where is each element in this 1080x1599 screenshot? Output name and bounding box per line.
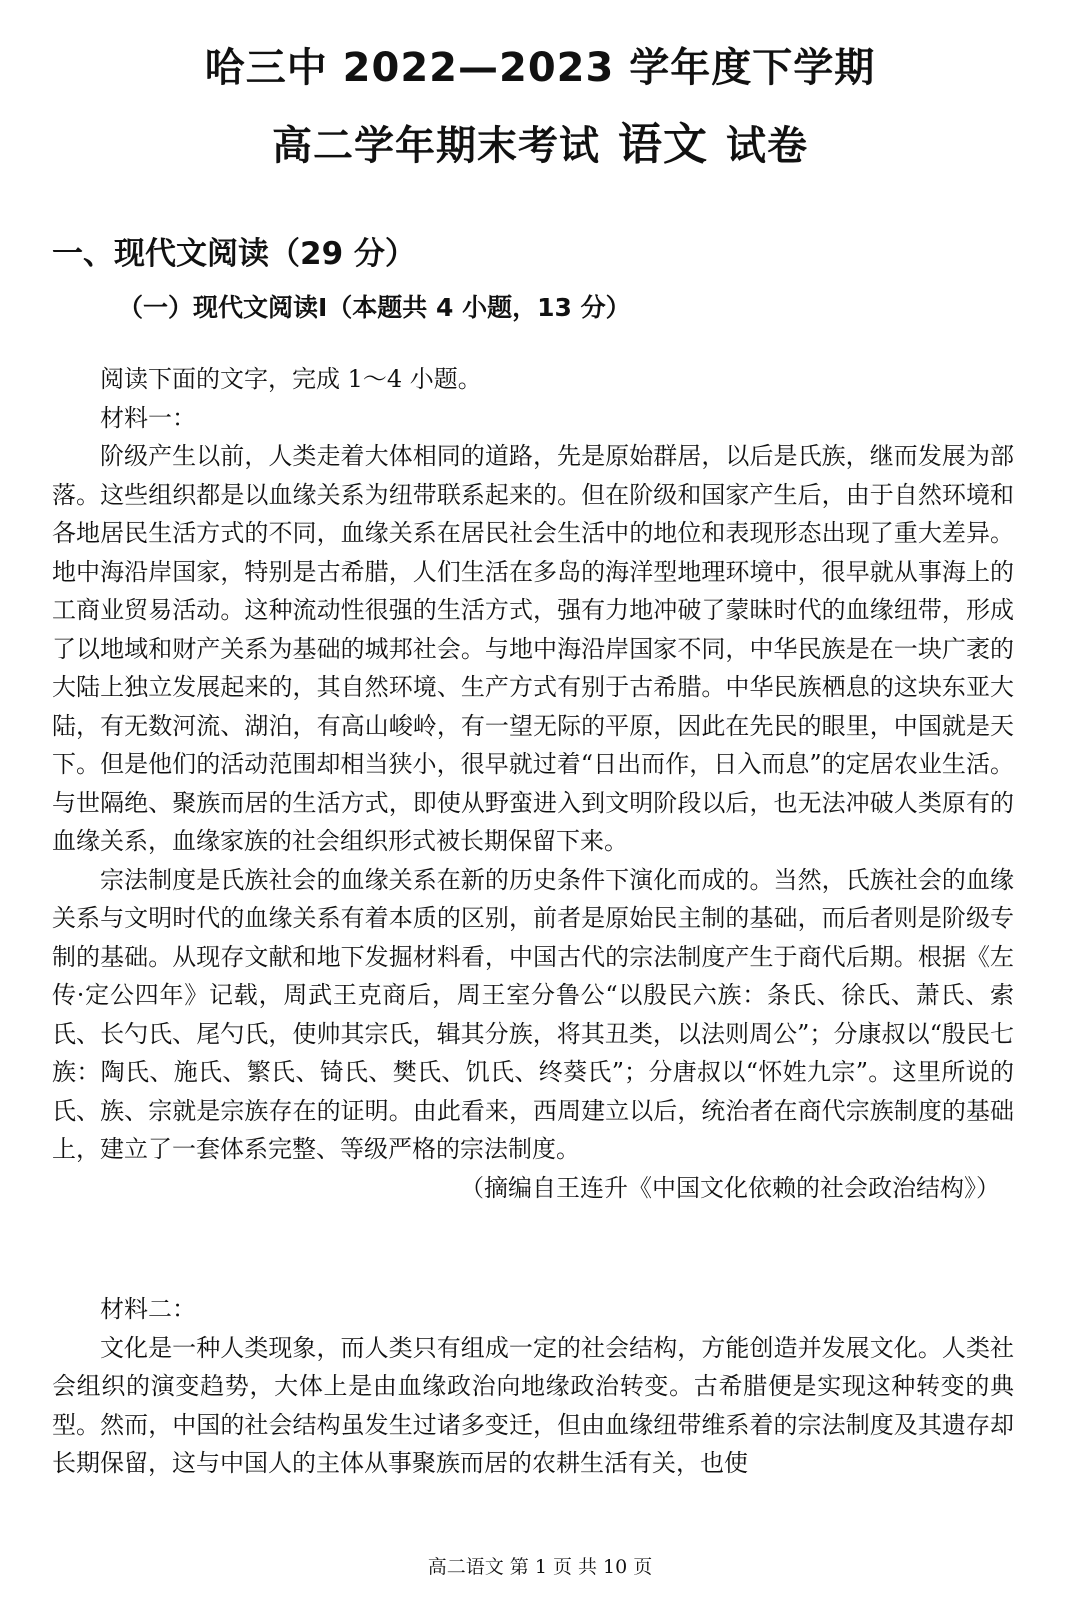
material1-source: （摘编自王连升《中国文化依赖的社会政治结构》）: [460, 1173, 1000, 1202]
material1-paragraph-1: 阶级产生以前，人类走着大体相同的道路，先是原始群居，以后是氏族，继而发展为部落。这些组织都是以血缘关系为纽带联系起来的。但在阶级和国家产生后，由于自然环境和各地居民生活方式的不同，血缘关系在居民社会生活中的地位和表现形态出现了重大差异。地中海沿岸国家，特别是古希腊，人们生活在多岛的海洋型地理环境中，很早就从事海上的工商业贸易活动。这种流动性很强的生活方式，强有力地冲破了蒙昧时代的血缘纽带，形成了以地域和财产关系为基础的城邦社会。与地中海沿岸国家不同，中华民族是在一块广袤的大陆上独立发展起来的，其自然环境、生产方式有别于古希腊。中华民族栖息的这块东亚大陆，有无数河流、湖泊，有高山峻岭，有一望无际的平原，因此在先民的眼里，中国就是天下。但是他们的活动范围却相当狭小，很早就过着“日出而作，日入而息”的定居农业生活。与世隔绝、聚族而居的生活方式，即使从野蛮进入到文明阶段以后，也无法冲破人类原有的血缘关系，血缘家族的社会组织形式被长期保留下来。: [52, 442, 1014, 855]
exam-subject: 语文: [618, 119, 708, 170]
passage-material-2: [52, 1290, 1014, 1483]
instruction-text: 阅读下面的文字，完成 1～4 小题。: [100, 365, 482, 393]
exam-title-post: 试卷: [726, 123, 808, 169]
material2-label: 材料二：: [100, 1295, 196, 1323]
exam-title-line1: [0, 36, 1080, 93]
exam-title-line2: [0, 108, 1080, 172]
material2-paragraph-1: 文化是一种人类现象，而人类只有组成一定的社会结构，方能创造并发展文化。人类社会组织的演变趋势，大体上是由血缘政治向地缘政治转变。古希腊便是实现这种转变的典型。然而，中国的社会结构虽发生过诸多变迁，但由血缘纽带维系着的宗法制度及其遗存却长期保留，这与中国人的主体从事聚族而居的农耕生活有关，也使: [52, 1333, 1014, 1477]
exam-title-pre: 高二学年期末考试: [272, 123, 600, 169]
page-footer: 高二语文 第 1 页 共 10 页: [427, 1556, 653, 1578]
section-title: 一、现代文阅读（29 分）: [52, 236, 416, 272]
passage-material-1: [52, 360, 1014, 1207]
subsection-title: （一）现代文阅读Ⅰ（本题共 4 小题，13 分）: [118, 293, 631, 322]
exam-title-text: 哈三中 2022—2023 学年度下学期: [204, 45, 876, 91]
material1-label: 材料一：: [100, 403, 196, 432]
material1-paragraph-2: 宗法制度是氏族社会的血缘关系在新的历史条件下演化而成的。当然，氏族社会的血缘关系与文明时代的血缘关系有着本质的区别，前者是原始民主制的基础，而后者则是阶级专制的基础。从现存文献和地下发掘材料看，中国古代的宗法制度产生于商代后期。根据《左传·定公四年》记载，周武王克商后，周王室分鲁公“以殷民六族：条氏、徐氏、萧氏、索氏、长勺氏、尾勺氏，使帅其宗氏，辑其分族，将其丑类，以法则周公”；分康叔以“殷民七族：陶氏、施氏、繁氏、锜氏、樊氏、饥氏、终葵氏”；分唐叔以“怀姓九宗”。这里所说的氏、族、宗就是宗族存在的证明。由此看来，西周建立以后，统治者在商代宗族制度的基础上，建立了一套体系完整、等级严格的宗法制度。: [52, 865, 1014, 1163]
